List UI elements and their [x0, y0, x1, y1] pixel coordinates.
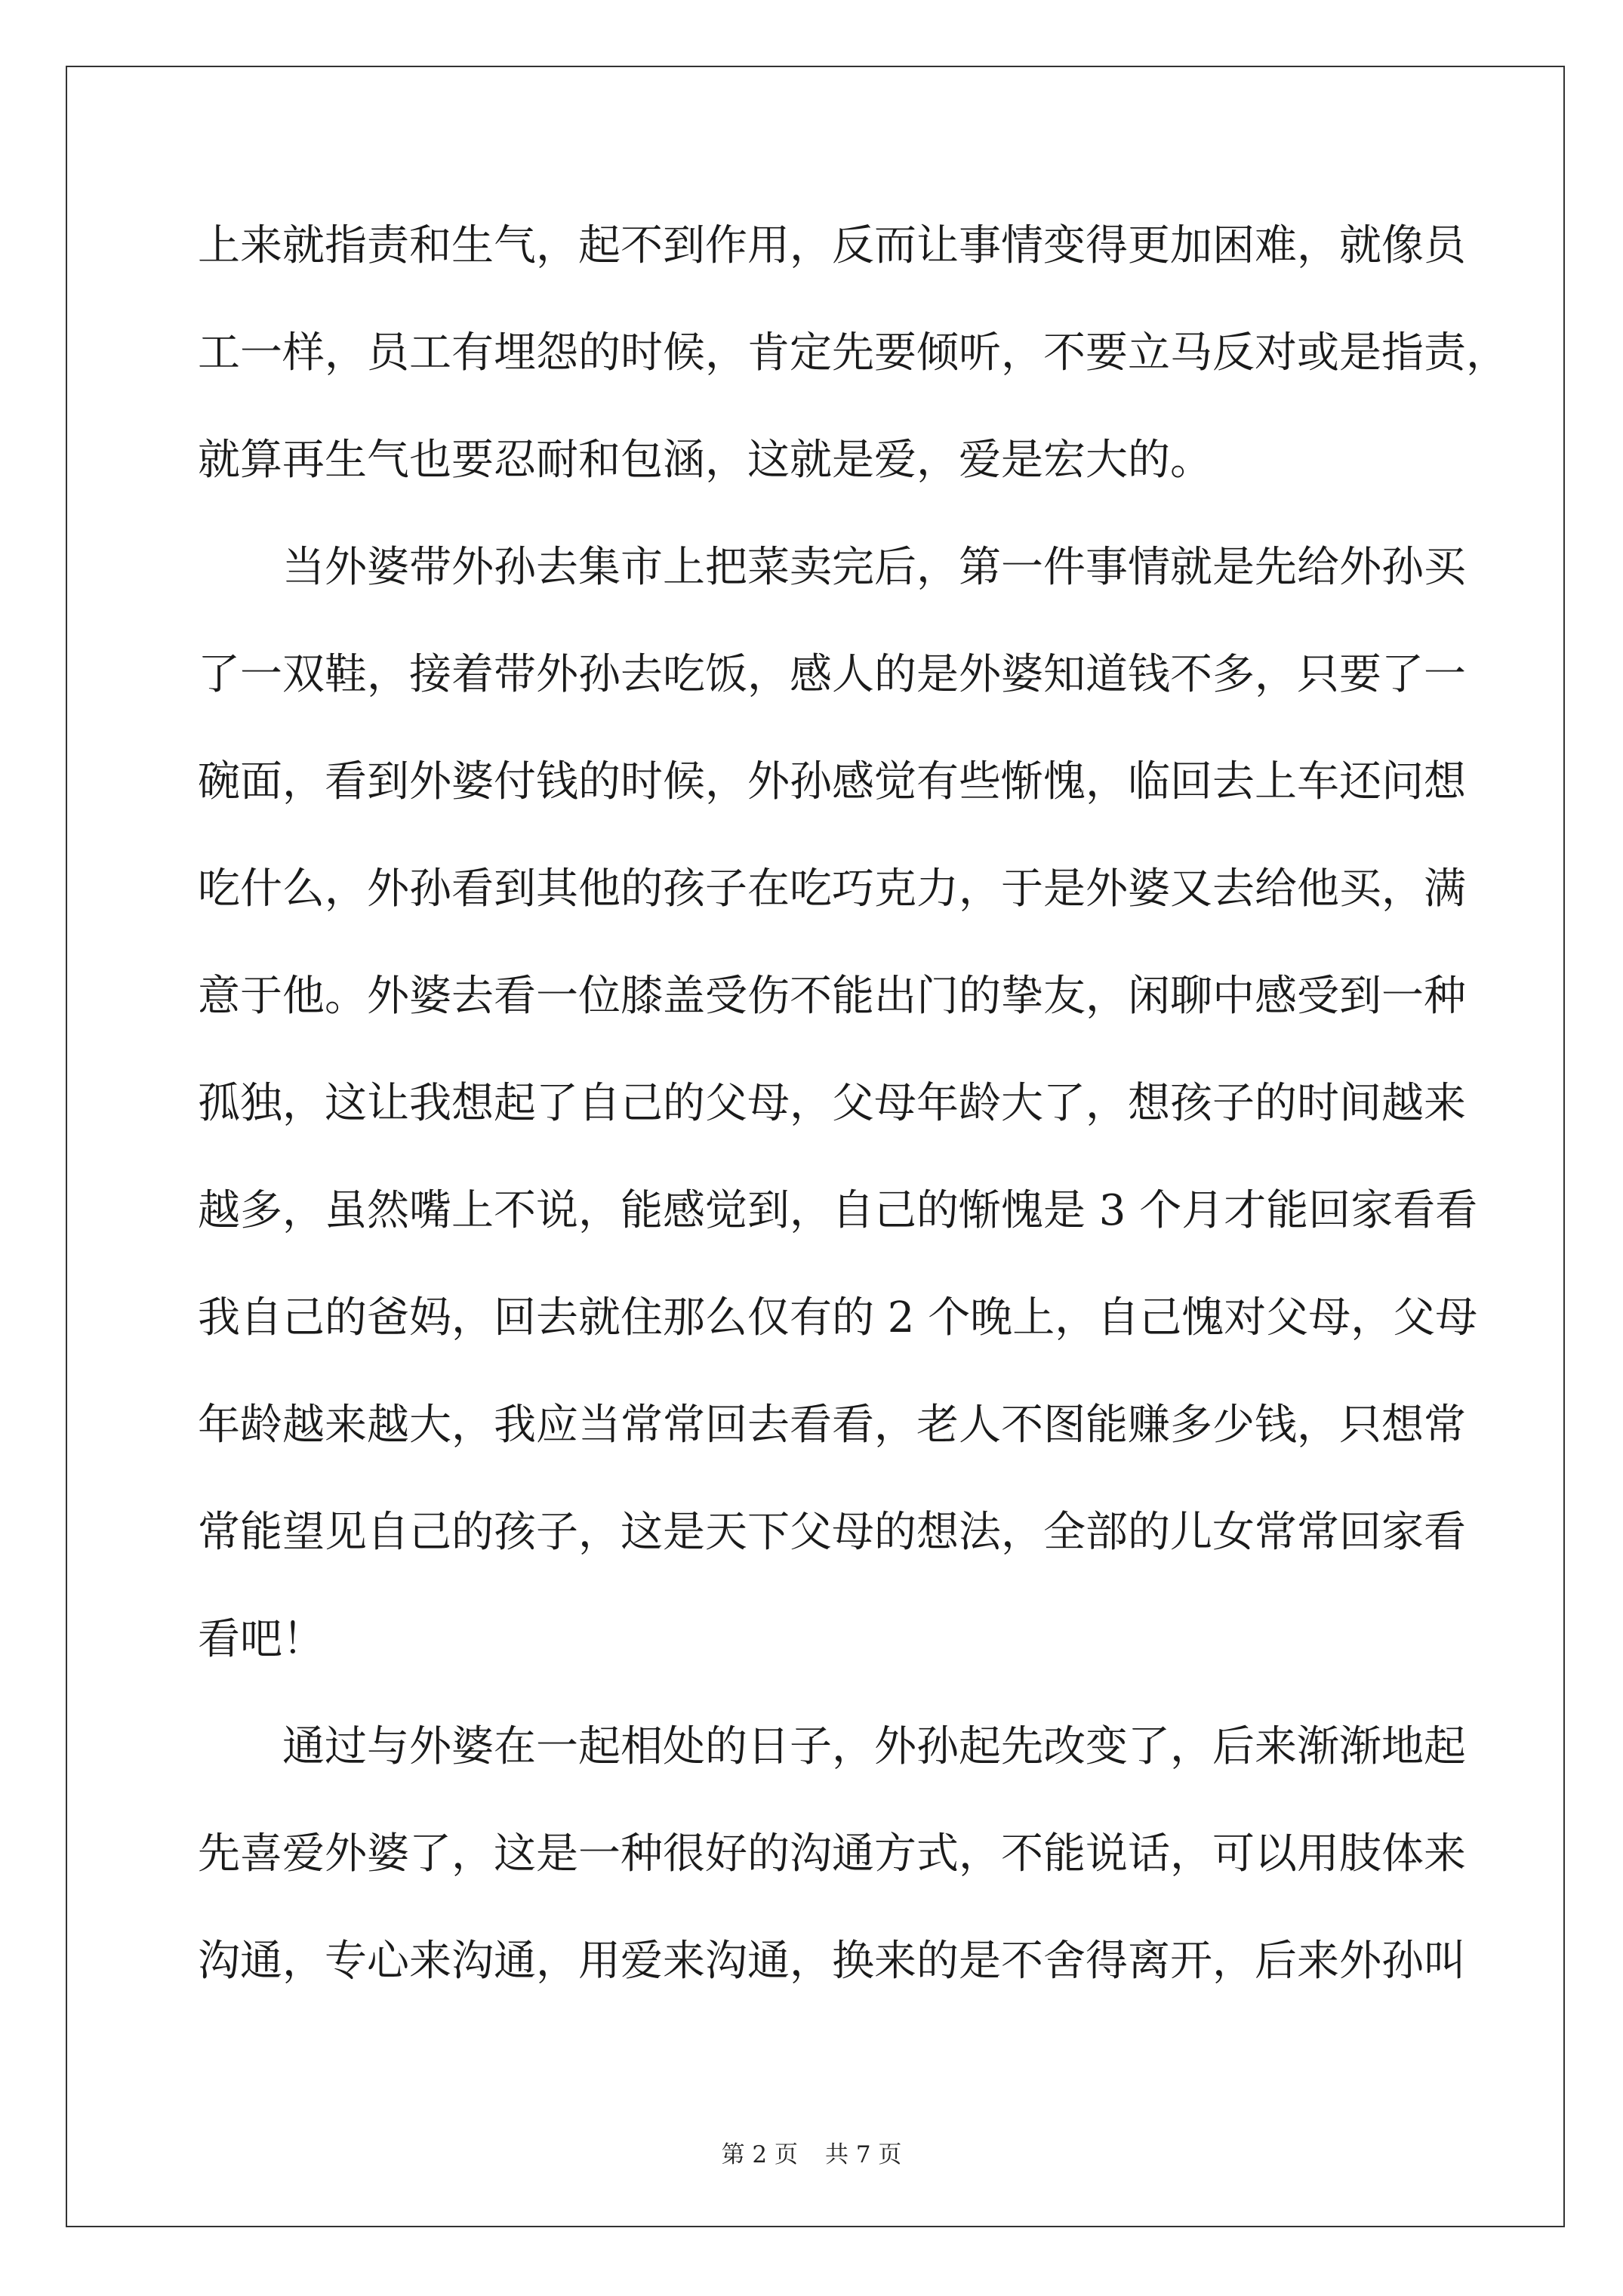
text-line: 孤独，这让我想起了自己的父母，父母年龄大了，想孩子的时间越来 [198, 1079, 1466, 1128]
page-footer [0, 2140, 1623, 2170]
text-line: 碗面，看到外婆付钱的时候，外孙感觉有些惭愧，临回去上车还问想 [198, 757, 1466, 806]
paragraph [198, 216, 1508, 538]
text-line: 通过与外婆在一起相处的日子，外孙起先改变了，后来渐渐地起 [282, 1722, 1466, 1771]
text-line: 沟通，专心来沟通，用爱来沟通，换来的是不舍得离开，后来外孙叫 [198, 1937, 1466, 1986]
text-line: 越多，虽然嘴上不说，能感觉到，自己的惭愧是 3 个月才能回家看看 [198, 1186, 1478, 1235]
text-line: 意于他。外婆去看一位膝盖受伤不能出门的挚友，闲聊中感受到一种 [198, 972, 1466, 1021]
text-line: 我自己的爸妈，回去就住那么仅有的 2 个晚上，自己愧对父母，父母 [198, 1293, 1478, 1342]
text-line: 年龄越来越大，我应当常常回去看看，老人不图能赚多少钱，只想常 [198, 1401, 1466, 1450]
text-line: 先喜爱外婆了，这是一种很好的沟通方式，不能说话，可以用肢体来 [198, 1829, 1466, 1878]
text-line: 常能望见自己的孩子，这是天下父母的想法，全部的儿女常常回家看 [198, 1508, 1466, 1557]
paragraph [198, 538, 1478, 1717]
text-line: 就算再生气也要忍耐和包涵，这就是爱，爱是宏大的。 [198, 436, 1212, 485]
paragraph [198, 1717, 1466, 2039]
text-line: 工一样，员工有埋怨的时候，肯定先要倾听，不要立马反对或是指责， [198, 328, 1508, 378]
text-line: 看吧！ [198, 1615, 325, 1664]
text-line: 当外婆带外孙去集市上把菜卖完后，第一件事情就是先给外孙买 [282, 543, 1466, 592]
page-total: 共 7 页 [825, 2141, 902, 2168]
text-line: 了一双鞋，接着带外孙去吃饭，感人的是外婆知道钱不多，只要了一 [198, 650, 1466, 699]
document-body [198, 216, 1508, 2039]
text-line: 上来就指责和生气，起不到作用，反而让事情变得更加困难，就像员 [198, 221, 1466, 270]
text-line: 吃什么，外孙看到其他的孩子在吃巧克力，于是外婆又去给他买，满 [198, 864, 1466, 914]
page-number: 第 2 页 [721, 2141, 798, 2168]
